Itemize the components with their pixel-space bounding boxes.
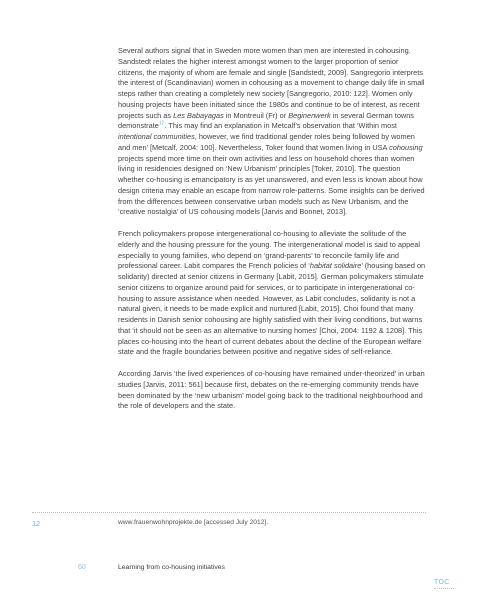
text-run: French policymakers propose intergenerational co-housing to alleviate the solitude of the elderly and the housing pressure for the young. The intergenerational model is said to appeal especially to young families, who depend on ‘grand-parents’ to reconcile family life and professional career. Labit compares the French policies of ‘ bbox=[118, 229, 420, 271]
running-title: Learning from co-housing initiatives bbox=[118, 564, 225, 571]
toc-underline bbox=[434, 588, 454, 589]
italic-text: cohousing bbox=[389, 142, 423, 152]
text-run: projects spend more time on their own activities and less on household chores than women living in residencies designed on ‘New Urbanism’ principles [Toker, 2010]. The question whether co-housing is emancipatory is as yet unanswered, and even less is known about how design criteria may enable an escape from narrow role-patterns. Some insights can be derived from the differences between conservative urban models such as New Urbanism, and the ‘creative nostalgia’ of US cohousing models [Jarvis and Bonnet, 2013]. bbox=[118, 153, 425, 217]
toc-link[interactable] bbox=[434, 579, 454, 589]
paragraph bbox=[118, 46, 426, 218]
text-run: According Jarvis ‘the lived experiences of co-housing have remained under-theorized’ in urban studies [Jarvis, 2011: 561] because first, debates on the re-emerging community trends have been dominated by the ‘new urbanism’ model going back to the traditional neighbourhood and the role of developers and the state. bbox=[118, 369, 425, 411]
text-run: . This may find an explanation in Metcalf’s observation that ‘Within most bbox=[164, 121, 397, 131]
footnote-number: 12 bbox=[32, 519, 41, 528]
text-run: ’ (housing based on solidarity) directed at senior citizens in Germany [Labit, 2015]. German policymakers stimulate senior citizens to organize around paid for services, or to participate in intergenerational co-housing to assure assistance when needed. However, as Labit concludes, solidarity is not a natural given, it needs to be made explicit and nurtured [Labit, 2015]. Choi found that many residents in Danish senior cohousing are highly satisfied with their living conditions, but warns that ‘it should not be seen as an alternative to nursing homes’ [Choi, 2004: 1192 & 1208]. This places co-housing into the heart of current debates about the decline of the European welfare state and the fragile boundaries between positive and negative sides of self-reliance. bbox=[118, 261, 426, 357]
footnote-reference[interactable]: 12 bbox=[158, 120, 165, 127]
italic-text: Les Babayagas bbox=[173, 110, 224, 120]
italic-text: intentional communities bbox=[118, 132, 195, 141]
paragraph bbox=[118, 229, 426, 358]
text-run: in Montreuil (Fr) or bbox=[223, 110, 289, 120]
body-text bbox=[118, 46, 426, 423]
text-run: , however, we find traditional gender roles being followed by women and men’ [Metcalf, 2004: 100]. Nevertheless, Toker found that women living in USA bbox=[118, 132, 415, 152]
text-run: in several German towns demonstrate bbox=[118, 110, 414, 131]
italic-text: habitat solidaire bbox=[309, 261, 362, 271]
italic-text: Beginenwerk bbox=[288, 110, 331, 120]
footnote-divider bbox=[32, 512, 426, 513]
text-run: Several authors signal that in Sweden more women than men are interested in cohousing. Sandstedt relates the higher interest amongst women to the larger proportion of senior citizens, the majority of whom are female and single [Sandstedt, 2009]. Sangregorio interprets the interest of (Scandinavian) women in cohousing as a movement to change daily life in small steps rather than creating a completely new society [Sangregorio, 2010: 122]. Women only housing projects have been initiated since the 1980s and continue to be of interest, as recent projects such as bbox=[118, 46, 425, 120]
page-number: 60 bbox=[78, 564, 86, 571]
paragraph bbox=[118, 369, 426, 412]
toc-label[interactable]: TOC bbox=[434, 579, 450, 586]
footnote-text: www.frauenwohnprojekte.de [accessed July 2012]. bbox=[118, 519, 269, 526]
